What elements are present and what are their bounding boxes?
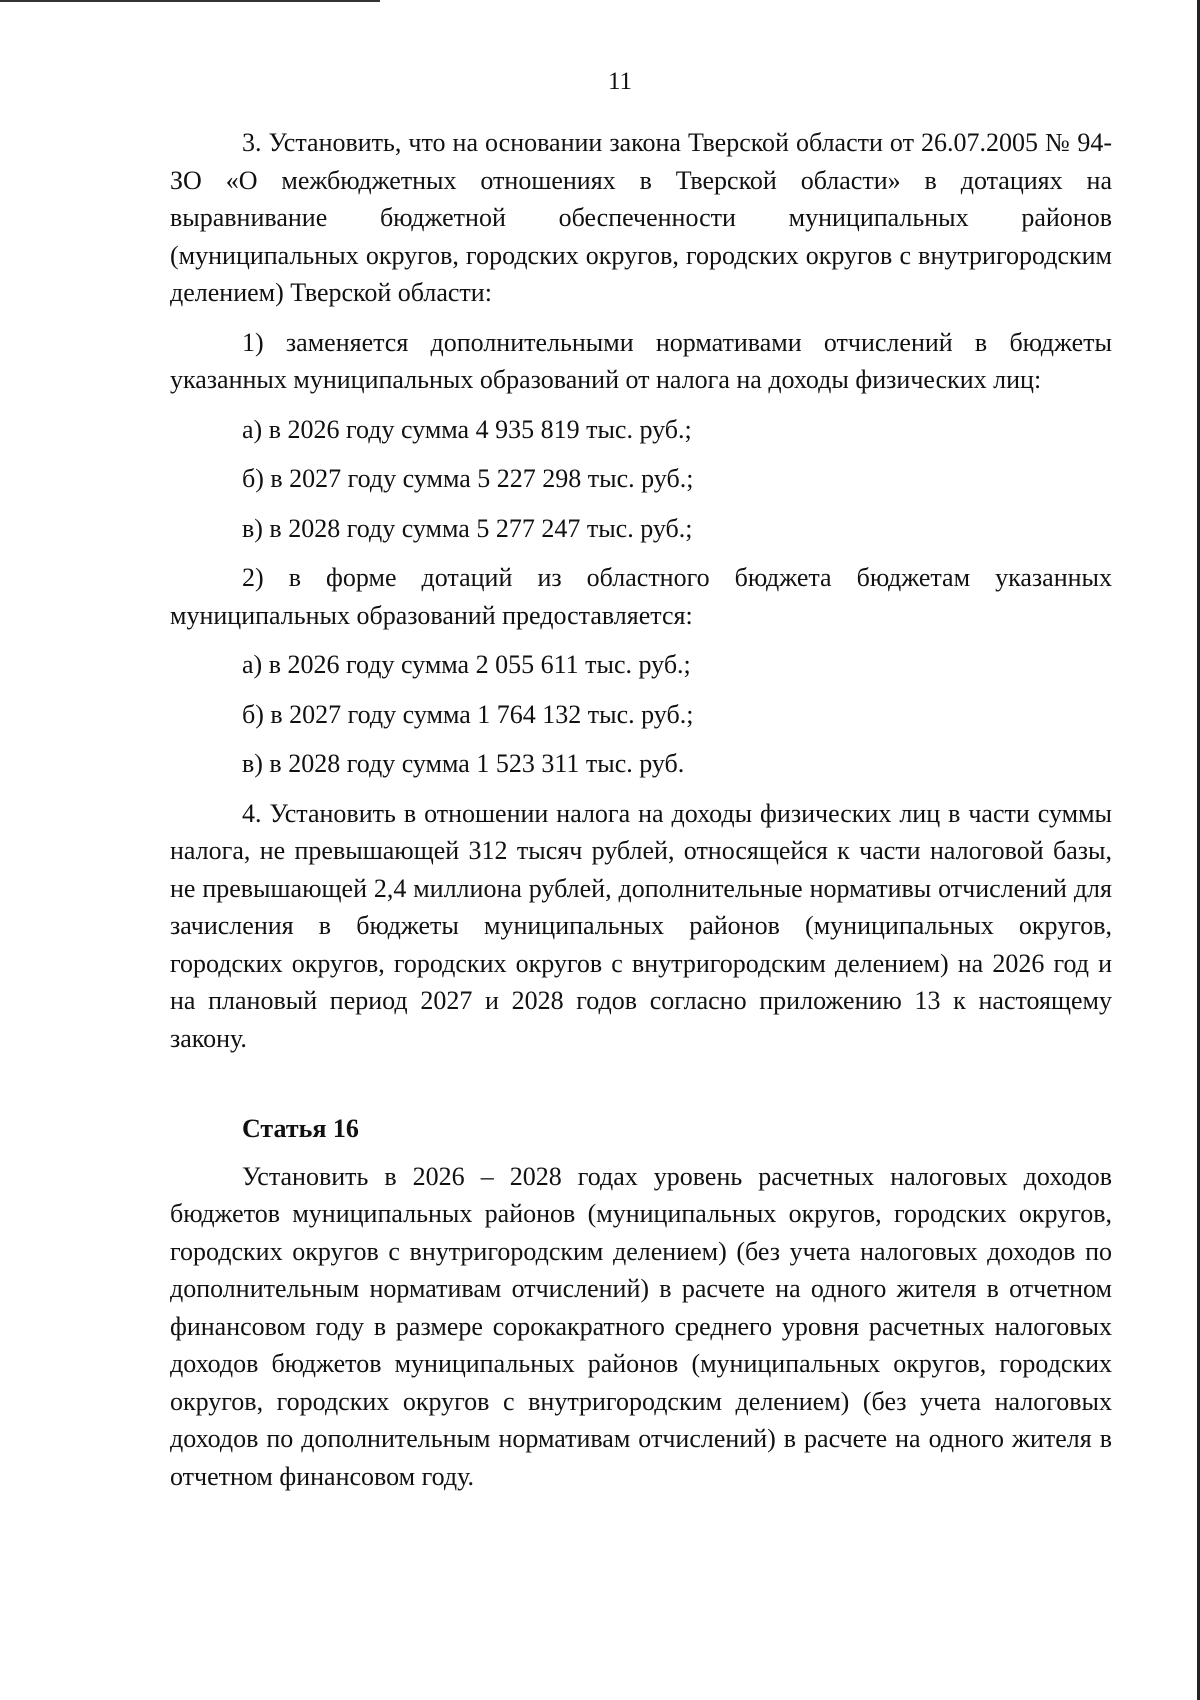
point-1-item-a: а) в 2026 году сумма 4 935 819 тыс. руб.; — [242, 414, 692, 444]
section-4-text: 4. Установить в отношении налога на доходы физических лиц в части суммы налога, не превышающей 312 тысяч рублей, относящейся к части налоговой базы, не превышающей 2,4 миллиона рублей, дополнительные нормативы отчислений для зачисления в бюджеты муниципальных районов (муниципальных округов, городских округов, городских округов с внутригородским делением) на 2026 год и на плановый период 2027 и 2028 годов согласно приложению 13 к настоящему закону. — [170, 798, 1112, 1053]
point-1-item-c: в) в 2028 году сумма 5 277 247 тыс. руб.; — [242, 513, 693, 543]
document-body — [170, 124, 1112, 1495]
article-16-text: Установить в 2026 – 2028 годах уровень расчетных налоговых доходов бюджетов муниципальных районов (муниципальных округов, городских округов, городских округов с внутригородским делением) (без учета налоговых доходов по дополнительным нормативам отчислений) в расчете на одного жителя в отчетном финансовом году в размере сорокакратного среднего уровня расчетных налоговых доходов бюджетов муниципальных районов (муниципальных округов, городских округов, городских округов с внутригородским делением) (без учета налоговых доходов по дополнительным нормативам отчислений) в расчете на одного жителя в отчетном финансовом году. — [170, 1161, 1112, 1491]
scan-edge-top — [0, 0, 380, 2]
point-1-item-b: б) в 2027 году сумма 5 227 298 тыс. руб.; — [242, 464, 694, 493]
article-16-heading: Статья 16 — [242, 1114, 359, 1143]
point-2-item-a: а) в 2026 году сумма 2 055 611 тыс. руб.; — [242, 650, 691, 679]
section-3-point-2: 2) в форме дотаций из областного бюджета бюджетам указанных муниципальных образований предоставляется: — [170, 563, 1112, 630]
point-2-item-b: б) в 2027 году сумма 1 764 132 тыс. руб.; — [242, 699, 694, 729]
section-3-point-1: 1) заменяется дополнительными нормативами отчислений в бюджеты указанных муниципальных образований от налога на доходы физических лиц: — [170, 327, 1112, 394]
page-number: 11 — [607, 68, 633, 95]
section-3-intro: 3. Установить, что на основании закона Тверской области от 26.07.2005 № 94-ЗО «О межбюджетных отношениях в Тверской области» в дотациях на выравнивание бюджетной обеспеченности муниципальных районов (муниципальных округов, городских округов, городских округов с внутригородским делением) Тверской области: — [170, 128, 1112, 307]
point-2-item-c: в) в 2028 году сумма 1 523 311 тыс. руб. — [242, 749, 685, 778]
